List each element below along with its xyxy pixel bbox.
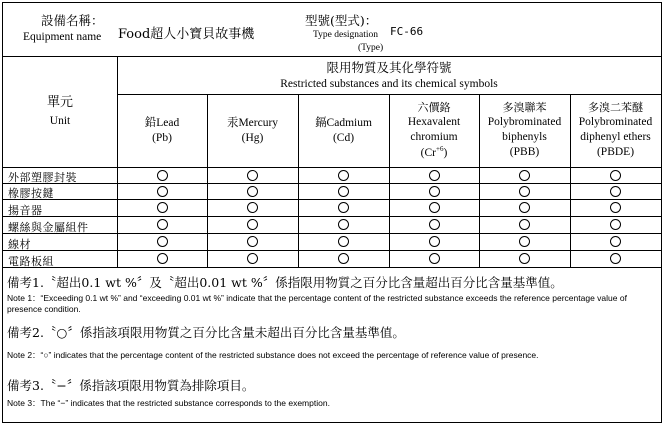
restricted-header-zh: 限用物質及其化學符號 [326,59,452,75]
mark-circle-icon [157,202,168,213]
mark-circle-icon [429,219,440,230]
column-header-mercury: 汞Mercury (Hg) [226,117,279,144]
column-header-pbde: 多溴二苯醚 Polybrominated diphenyl ethers (PBDE) [578,100,653,159]
mark-circle-icon [338,186,349,197]
mark-circle-icon [519,253,530,264]
row-label-external-plastic-housing: 外部塑膠封裝 [8,171,77,184]
table-bottom-line [3,267,661,268]
equipment-name-value: Food超人小寶貝故事機 [118,27,255,42]
mark-circle-icon [157,253,168,264]
mark-circle-icon [610,219,621,230]
note-3-en: Note 3：The “−” indicates that the restricted substance corresponds to the exemption. [7,398,330,408]
mark-circle-icon [429,253,440,264]
note-2-zh: 備考2.〝○〞係指該項限用物質之百分比含量未超出百分比含量基準值。 [7,325,405,340]
row-label-wires: 線材 [8,238,31,251]
row-label-screws-metal-parts: 螺絲與金屬組件 [8,221,89,234]
mark-circle-icon [610,253,621,264]
row-label-speaker: 揚音器 [8,204,43,217]
unit-header-zh: 單元 [46,94,73,110]
mark-circle-icon [157,219,168,230]
mark-circle-icon [338,202,349,213]
mark-circle-icon [247,186,258,197]
type-label-en-paren: (Type) [358,43,384,53]
type-label-zh: 型號(型式)： [305,13,378,28]
mark-circle-icon [338,170,349,181]
header-bottom-line [3,167,661,168]
column-header-hexavalent-chromium: 六價鉻 Hexavalent chromium $(Cr^{+6})$ [407,100,461,159]
unit-header-en: Unit [49,114,71,127]
mark-circle-icon [519,186,530,197]
unit-header [3,56,117,167]
mark-circle-icon [519,202,530,213]
mark-circle-icon [247,219,258,230]
row-label-rubber-keys: 橡膠按鍵 [8,187,54,200]
mark-circle-icon [519,170,530,181]
type-label-en: Type designation [313,30,379,40]
mark-circle-icon [610,186,621,197]
mark-circle-icon [247,236,258,247]
row-label-circuit-board: 電路板組 [8,255,54,268]
mark-circle-icon [157,186,168,197]
mark-circle-icon [519,219,530,230]
column-header-lead: 鉛Lead (Pb) [144,117,180,144]
restricted-header-en: Restricted substances and its chemical symbols [280,77,498,90]
equipment-label-en: Equipment name [23,31,102,43]
mark-circle-icon [157,170,168,181]
mark-circle-icon [429,236,440,247]
mark-circle-icon [429,186,440,197]
restricted-substances-header [117,58,661,94]
mark-circle-icon [610,236,621,247]
mark-circle-icon [610,202,621,213]
note-2-en: Note 2：“○” indicates that the percentage content of the restricted substance does not exceed the percentage of reference value of presence. [7,350,539,360]
mark-circle-icon [338,219,349,230]
note-3-zh: 備考3.〝−〞係指該項限用物質為排除項目。 [7,378,255,393]
rohs-declaration-sheet [2,2,662,423]
mark-circle-icon [338,236,349,247]
mark-circle-icon [247,202,258,213]
mark-circle-icon [247,170,258,181]
type-value: FC-66 [390,25,424,38]
column-header-pbb: 多溴聯苯 Polybrominated biphenyls (PBB) [487,100,562,159]
mark-circle-icon [429,170,440,181]
mark-circle-icon [429,202,440,213]
mark-circle-icon [157,236,168,247]
mark-circle-icon [610,170,621,181]
equipment-label-zh: 設備名稱： [41,13,104,28]
note-1-en: Note 1：“Exceeding 0.1 wt %” and “exceeding 0.01 wt %” indicate that the percentage content of the restricted substance exceeds the reference percentage value of presence condition. [7,293,627,315]
note-1-zh: 備考1.〝超出0.1 wt %〞及〝超出0.01 wt %〞係指限用物質之百分比含量超出百分比含量基準值。 [7,275,563,290]
column-header-cadmium: 鎘Cadmium (Cd) [315,117,372,144]
mark-circle-icon [519,236,530,247]
mark-circle-icon [338,253,349,264]
mark-circle-icon [247,253,258,264]
